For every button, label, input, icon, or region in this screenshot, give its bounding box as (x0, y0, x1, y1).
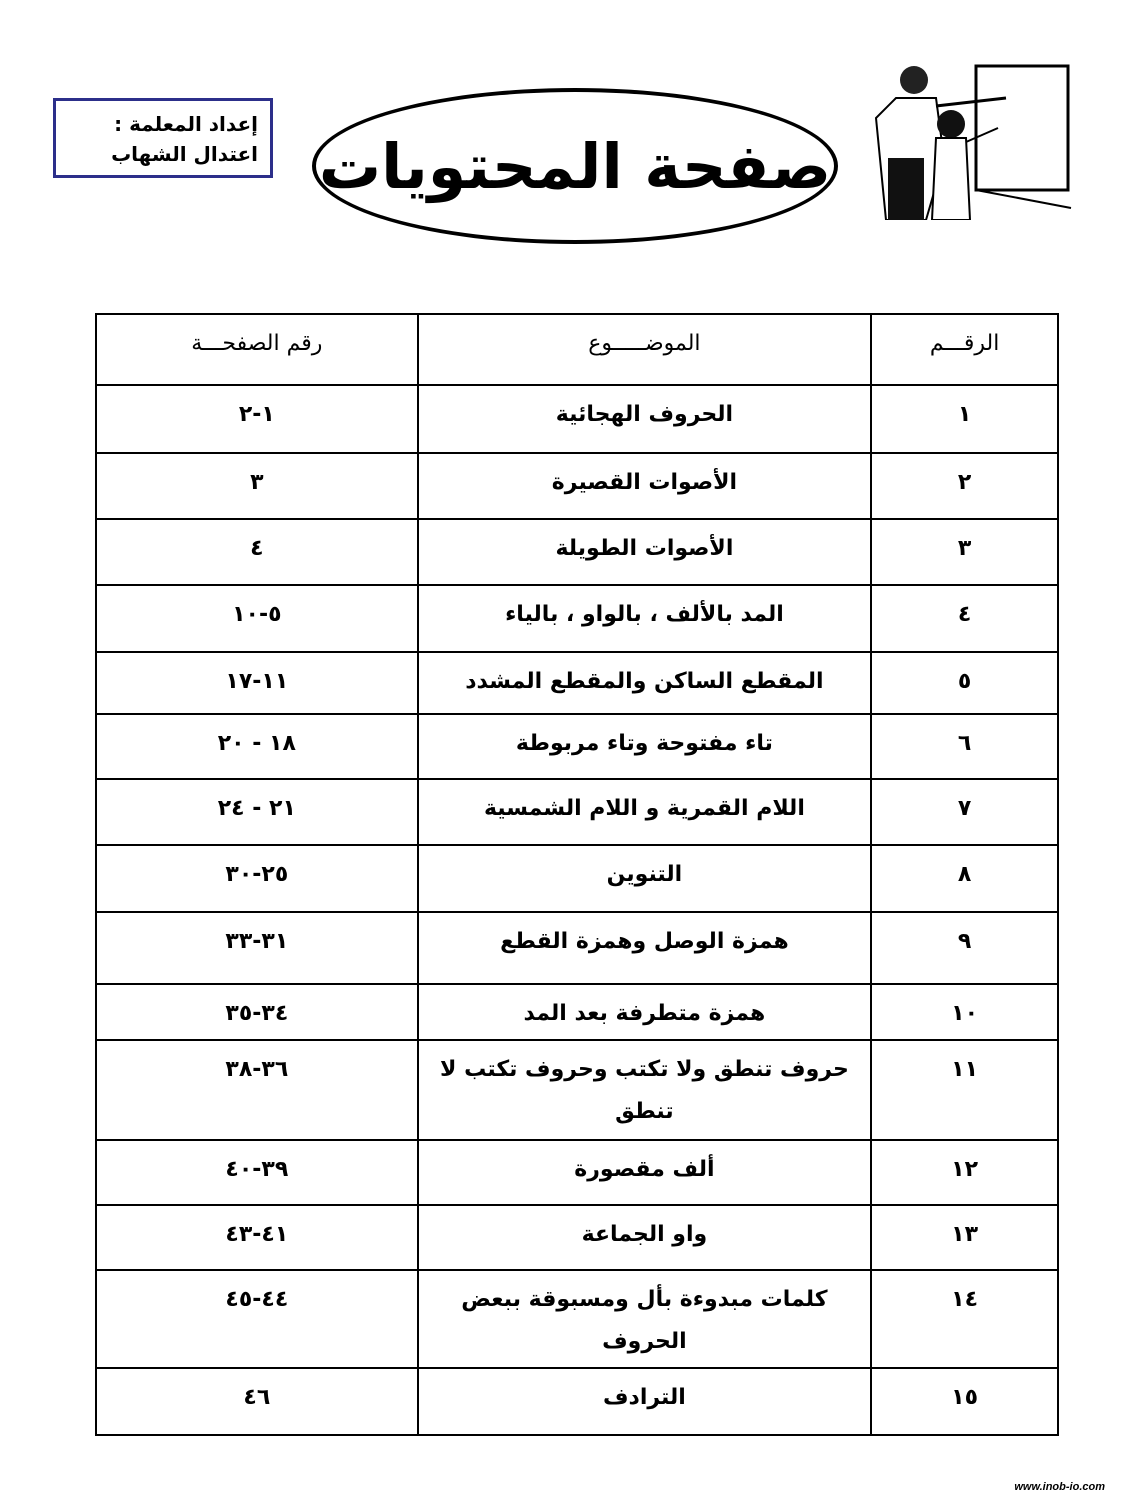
author-box (53, 98, 273, 178)
table-row (96, 1270, 1058, 1368)
row-page: ٢١ - ٢٤ (96, 779, 418, 845)
row-number: ٥ (871, 652, 1058, 714)
row-number: ١٥ (871, 1368, 1058, 1435)
row-topic: ألف مقصورة (418, 1140, 872, 1205)
table-row (96, 984, 1058, 1040)
table-row (96, 1140, 1058, 1205)
table-row (96, 385, 1058, 453)
row-page: ٣٤-٣٥ (96, 984, 418, 1040)
row-number: ٢ (871, 453, 1058, 519)
table-row (96, 519, 1058, 585)
row-page: ٣٦-٣٨ (96, 1040, 418, 1140)
row-number: ٧ (871, 779, 1058, 845)
table-row (96, 1205, 1058, 1270)
footer-url: www.inob-io.com (1014, 1481, 1105, 1493)
row-number: ١٢ (871, 1140, 1058, 1205)
row-number: ١ (871, 385, 1058, 453)
row-topic: الأصوات القصيرة (418, 453, 872, 519)
row-topic: التنوين (418, 845, 872, 912)
row-topic: واو الجماعة (418, 1205, 872, 1270)
header-number: الرقـــم (871, 314, 1058, 385)
row-topic: تاء مفتوحة وتاء مربوطة (418, 714, 872, 779)
row-page: ٤٤-٤٥ (96, 1270, 418, 1368)
teacher-illustration-icon (866, 58, 1076, 220)
author-name: اعتدال الشهاب (111, 142, 258, 166)
row-page: ١١-١٧ (96, 652, 418, 714)
table-row (96, 779, 1058, 845)
table-row (96, 714, 1058, 779)
table-row (96, 1368, 1058, 1435)
row-page: ٣١-٣٣ (96, 912, 418, 984)
row-number: ١٤ (871, 1270, 1058, 1368)
table-row (96, 453, 1058, 519)
row-page: ١٨ - ٢٠ (96, 714, 418, 779)
row-topic: الحروف الهجائية (418, 385, 872, 453)
row-page: ٤ (96, 519, 418, 585)
row-topic: كلمات مبدوءة بأل ومسبوقة ببعض الحروف (418, 1270, 872, 1368)
row-number: ١١ (871, 1040, 1058, 1140)
table-row (96, 585, 1058, 652)
row-page: ١-٢ (96, 385, 418, 453)
row-topic: الأصوات الطويلة (418, 519, 872, 585)
row-topic: المد بالألف ، بالواو ، بالياء (418, 585, 872, 652)
row-page: ٣٩-٤٠ (96, 1140, 418, 1205)
row-number: ١٠ (871, 984, 1058, 1040)
table-row (96, 845, 1058, 912)
contents-table (95, 313, 1059, 1436)
row-topic: همزة متطرفة بعد المد (418, 984, 872, 1040)
row-number: ٣ (871, 519, 1058, 585)
row-number: ٤ (871, 585, 1058, 652)
row-page: ٣ (96, 453, 418, 519)
header-topic: الموضـــــوع (418, 314, 872, 385)
table-header-row (96, 314, 1058, 385)
row-topic: اللام القمرية و اللام الشمسية (418, 779, 872, 845)
row-topic: الترادف (418, 1368, 872, 1435)
table-row (96, 912, 1058, 984)
row-number: ٦ (871, 714, 1058, 779)
page-title: صفحة المحتويات (318, 129, 832, 203)
row-page: ٤٦ (96, 1368, 418, 1435)
row-topic: المقطع الساكن والمقطع المشدد (418, 652, 872, 714)
author-label: إعداد المعلمة : (114, 112, 258, 136)
row-page: ٤١-٤٣ (96, 1205, 418, 1270)
row-page: ٥-١٠ (96, 585, 418, 652)
row-number: ٨ (871, 845, 1058, 912)
table-row (96, 652, 1058, 714)
title-oval (312, 88, 838, 244)
table-row (96, 1040, 1058, 1140)
row-page: ٢٥-٣٠ (96, 845, 418, 912)
row-number: ١٣ (871, 1205, 1058, 1270)
row-topic: حروف تنطق ولا تكتب وحروف تكتب لا تنطق (418, 1040, 872, 1140)
row-number: ٩ (871, 912, 1058, 984)
header-page: رقم الصفحـــة (96, 314, 418, 385)
row-topic: همزة الوصل وهمزة القطع (418, 912, 872, 984)
